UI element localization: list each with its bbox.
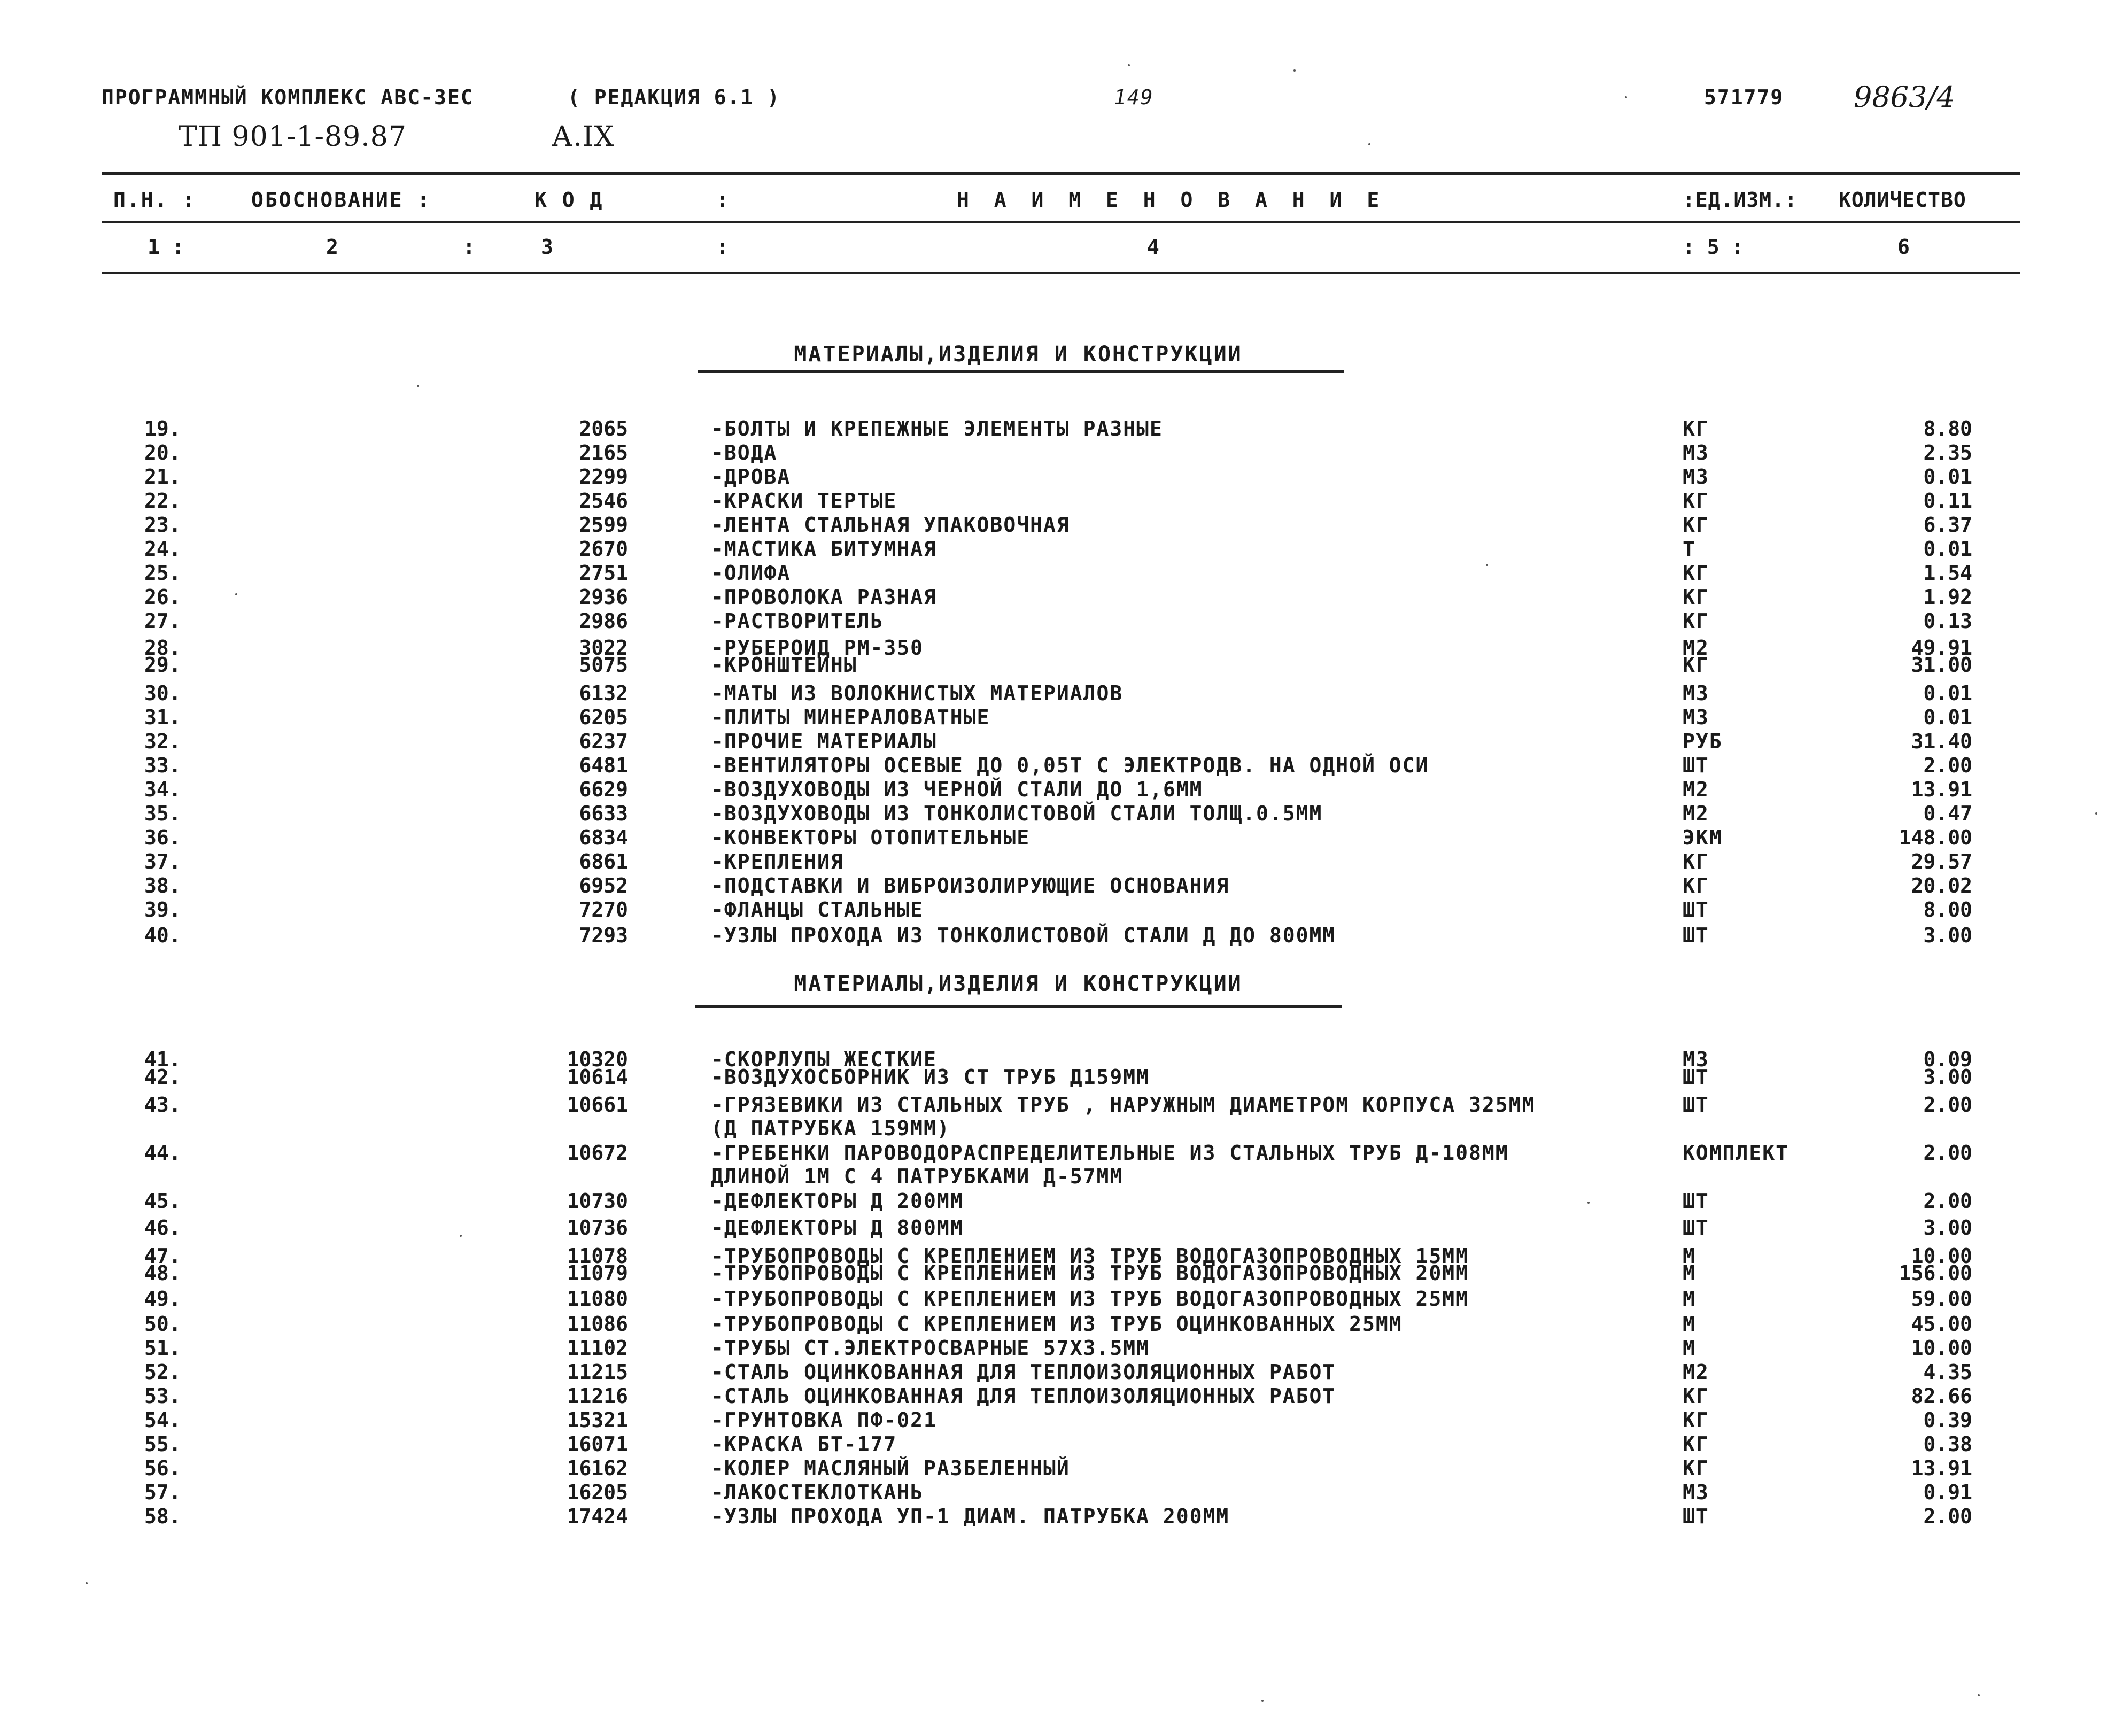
table-row	[0, 1141, 2115, 1166]
row-number: 38.	[144, 874, 181, 897]
row-name: -КРАСКА БТ-177	[711, 1432, 897, 1456]
row-unit: ШТ	[1683, 1093, 1709, 1117]
row-quantity: 2.00	[1923, 1093, 1972, 1117]
row-number: 46.	[144, 1216, 181, 1239]
row-unit: М	[1683, 1261, 1696, 1285]
row-code: 16162	[567, 1456, 628, 1480]
row-unit: М2	[1683, 778, 1709, 801]
col-number-2: 2	[326, 235, 338, 259]
row-unit: ШТ	[1683, 1065, 1709, 1089]
scan-speck	[1128, 64, 1130, 66]
row-unit: ЭКМ	[1683, 826, 1723, 849]
row-quantity: 13.91	[1911, 1456, 1972, 1480]
row-unit: КГ	[1683, 489, 1709, 513]
scan-speck	[1368, 143, 1370, 145]
row-quantity: 156.00	[1899, 1261, 1972, 1285]
row-code: 10614	[567, 1065, 628, 1089]
row-code: 6481	[579, 754, 628, 777]
row-unit: М2	[1683, 802, 1709, 825]
row-name: -МАСТИКА БИТУМНАЯ	[711, 537, 937, 561]
row-name: -ВОДА	[711, 441, 778, 464]
table-row	[0, 561, 2115, 586]
row-code: 5075	[579, 653, 628, 677]
row-quantity: 8.00	[1923, 898, 1972, 921]
row-number: 33.	[144, 754, 181, 777]
scan-speck	[235, 593, 237, 595]
table-row	[0, 537, 2115, 562]
row-number: 45.	[144, 1189, 181, 1213]
row-number: 58.	[144, 1505, 181, 1528]
col-header-unit: :ЕД.ИЗМ.:	[1683, 188, 1798, 212]
row-number: 20.	[144, 441, 181, 464]
row-code: 2065	[579, 417, 628, 440]
row-name: -ТРУБОПРОВОДЫ С КРЕПЛЕНИЕМ ИЗ ТРУБ ОЦИНКОВАННЫХ 25ММ	[711, 1312, 1403, 1336]
table-row	[0, 730, 2115, 754]
row-code: 7270	[579, 898, 628, 921]
row-quantity: 29.57	[1911, 850, 1972, 873]
col-number-5: : 5 :	[1683, 235, 1744, 259]
row-code: 16205	[567, 1481, 628, 1504]
scan-speck	[1625, 96, 1627, 98]
row-name: -ГРЕБЕНКИ ПАРОВОДОРАСПРЕДЕЛИТЕЛЬНЫЕ ИЗ СТАЛЬНЫХ ТРУБ Д-108ММ	[711, 1141, 1509, 1165]
row-unit: М2	[1683, 636, 1709, 660]
row-quantity: 31.40	[1911, 730, 1972, 753]
row-quantity: 2.00	[1923, 1505, 1972, 1528]
row-code: 2546	[579, 489, 628, 513]
row-code: 17424	[567, 1505, 628, 1528]
table-row	[0, 1261, 2115, 1286]
row-number: 44.	[144, 1141, 181, 1165]
row-code: 7293	[579, 924, 628, 947]
row-unit: КГ	[1683, 513, 1709, 537]
table-row	[0, 1360, 2115, 1385]
table-row	[0, 754, 2115, 778]
col-header-qty: КОЛИЧЕСТВО	[1839, 188, 1966, 212]
row-name: -ПОДСТАВКИ И ВИБРОИЗОЛИРУЮЩИЕ ОСНОВАНИЯ	[711, 874, 1230, 897]
row-code: 10672	[567, 1141, 628, 1165]
table-row	[0, 1189, 2115, 1214]
doc-code: 571779	[1704, 86, 1784, 109]
section-underline	[698, 370, 1344, 373]
row-quantity: 3.00	[1923, 1065, 1972, 1089]
col-number-3: 3	[541, 235, 553, 259]
row-unit: М	[1683, 1336, 1696, 1360]
table-row	[0, 1312, 2115, 1337]
row-code: 3022	[579, 636, 628, 660]
row-number: 41.	[144, 1048, 181, 1071]
row-quantity: 0.09	[1923, 1048, 1972, 1071]
row-quantity: 0.39	[1923, 1408, 1972, 1432]
table-row	[0, 585, 2115, 610]
row-name-continuation: (Д ПАТРУБКА 159ММ)	[711, 1117, 950, 1140]
row-unit: М3	[1683, 1048, 1709, 1071]
row-quantity: 2.35	[1923, 441, 1972, 464]
table-row	[0, 924, 2115, 948]
row-code: 11216	[567, 1384, 628, 1408]
table-row	[0, 417, 2115, 441]
row-quantity: 2.00	[1923, 1189, 1972, 1213]
row-number: 32.	[144, 730, 181, 753]
row-name: -СТАЛЬ ОЦИНКОВАННАЯ ДЛЯ ТЕПЛОИЗОЛЯЦИОННЫХ РАБОТ	[711, 1360, 1336, 1384]
row-number: 37.	[144, 850, 181, 873]
row-unit: ШТ	[1683, 898, 1709, 921]
row-quantity: 1.92	[1923, 585, 1972, 609]
row-code: 11080	[567, 1287, 628, 1311]
row-unit: ШТ	[1683, 754, 1709, 777]
row-number: 52.	[144, 1360, 181, 1384]
scan-speck	[2095, 812, 2097, 815]
table-row	[0, 513, 2115, 538]
table-row	[0, 898, 2115, 923]
row-number: 36.	[144, 826, 181, 849]
row-number: 39.	[144, 898, 181, 921]
row-code: 11215	[567, 1360, 628, 1384]
table-row	[0, 874, 2115, 898]
row-quantity: 0.01	[1923, 681, 1972, 705]
row-number: 21.	[144, 465, 181, 489]
row-name: -КОНВЕКТОРЫ ОТОПИТЕЛЬНЫЕ	[711, 826, 1031, 849]
row-number: 40.	[144, 924, 181, 947]
row-name: -ФЛАНЦЫ СТАЛЬНЫЕ	[711, 898, 924, 921]
row-quantity: 0.01	[1923, 537, 1972, 561]
col-header-basis: ОБОСНОВАНИЕ :	[251, 188, 431, 212]
row-quantity: 3.00	[1923, 924, 1972, 947]
row-quantity: 148.00	[1899, 826, 1972, 849]
row-number: 23.	[144, 513, 181, 537]
row-name: -ВОЗДУХОСБОРНИК ИЗ СТ ТРУБ Д159ММ	[711, 1065, 1150, 1089]
table-row	[0, 1408, 2115, 1433]
row-name: -ТРУБОПРОВОДЫ С КРЕПЛЕНИЕМ ИЗ ТРУБ ВОДОГАЗОПРОВОДНЫХ 15ММ	[711, 1244, 1469, 1268]
row-quantity: 31.00	[1911, 653, 1972, 677]
row-code: 6861	[579, 850, 628, 873]
table-row	[0, 1505, 2115, 1529]
row-unit: КГ	[1683, 585, 1709, 609]
row-unit: М2	[1683, 1360, 1709, 1384]
table-row	[0, 1287, 2115, 1312]
row-unit: КГ	[1683, 417, 1709, 440]
row-unit: М	[1683, 1312, 1696, 1336]
row-name: -КРАСКИ ТЕРТЫЕ	[711, 489, 897, 513]
row-name: -ГРУНТОВКА ПФ-021	[711, 1408, 937, 1432]
row-code: 6629	[579, 778, 628, 801]
row-quantity: 4.35	[1923, 1360, 1972, 1384]
scan-speck	[417, 385, 419, 387]
row-unit: М3	[1683, 681, 1709, 705]
row-number: 42.	[144, 1065, 181, 1089]
edition: ( РЕДАКЦИЯ 6.1 )	[568, 86, 781, 109]
row-code: 6237	[579, 730, 628, 753]
row-code: 10730	[567, 1189, 628, 1213]
row-unit: КГ	[1683, 1432, 1709, 1456]
row-name: -ПРОЧИЕ МАТЕРИАЛЫ	[711, 730, 937, 753]
row-quantity: 0.38	[1923, 1432, 1972, 1456]
page-number: 149	[1114, 86, 1154, 109]
row-unit: ШТ	[1683, 924, 1709, 947]
row-number: 56.	[144, 1456, 181, 1480]
table-row	[0, 1384, 2115, 1409]
row-quantity: 8.80	[1923, 417, 1972, 440]
row-quantity: 0.11	[1923, 489, 1972, 513]
row-number: 55.	[144, 1432, 181, 1456]
col-number-1: 1 :	[148, 235, 184, 259]
row-number: 53.	[144, 1384, 181, 1408]
row-name: -КОЛЕР МАСЛЯНЫЙ РАЗБЕЛЕННЫЙ	[711, 1456, 1070, 1480]
table-row	[0, 826, 2115, 850]
row-name: -КРЕПЛЕНИЯ	[711, 850, 844, 873]
row-number: 54.	[144, 1408, 181, 1432]
row-name: -ЛЕНТА СТАЛЬНАЯ УПАКОВОЧНАЯ	[711, 513, 1070, 537]
row-code: 11086	[567, 1312, 628, 1336]
row-number: 25.	[144, 561, 181, 585]
row-code: 2751	[579, 561, 628, 585]
row-number: 27.	[144, 609, 181, 633]
row-name: -УЗЛЫ ПРОХОДА ИЗ ТОНКОЛИСТОВОЙ СТАЛИ Д ДО 800ММ	[711, 924, 1336, 947]
scan-speck	[86, 1582, 88, 1584]
table-row	[0, 441, 2115, 466]
scan-speck	[1978, 1694, 1980, 1696]
table-row	[0, 609, 2115, 634]
row-name: -ГРЯЗЕВИКИ ИЗ СТАЛЬНЫХ ТРУБ , НАРУЖНЫМ ДИАМЕТРОМ КОРПУСА 325ММ	[711, 1093, 1536, 1117]
row-quantity: 13.91	[1911, 778, 1972, 801]
row-name-continuation: ДЛИНОЙ 1М С 4 ПАТРУБКАМИ Д-57ММ	[711, 1165, 1124, 1188]
col-header-sep: :	[716, 188, 730, 212]
row-code: 6834	[579, 826, 628, 849]
row-unit: КГ	[1683, 874, 1709, 897]
row-number: 50.	[144, 1312, 181, 1336]
row-name: -ТРУБЫ СТ.ЭЛЕКТРОСВАРНЫЕ 57Х3.5ММ	[711, 1336, 1150, 1360]
row-name: -СТАЛЬ ОЦИНКОВАННАЯ ДЛЯ ТЕПЛОИЗОЛЯЦИОННЫХ РАБОТ	[711, 1384, 1336, 1408]
project-code: ТП 901-1-89.87	[179, 121, 407, 153]
row-code: 11079	[567, 1261, 628, 1285]
row-name: -СКОРЛУПЫ ЖЕСТКИЕ	[711, 1048, 937, 1071]
row-name: -ТРУБОПРОВОДЫ С КРЕПЛЕНИЕМ ИЗ ТРУБ ВОДОГАЗОПРОВОДНЫХ 20ММ	[711, 1261, 1469, 1285]
section-title: МАТЕРИАЛЫ,ИЗДЕЛИЯ И КОНСТРУКЦИИ	[794, 342, 1243, 367]
row-number: 35.	[144, 802, 181, 825]
row-quantity: 0.01	[1923, 706, 1972, 729]
row-number: 43.	[144, 1093, 181, 1117]
row-unit: КГ	[1683, 1384, 1709, 1408]
section-title: МАТЕРИАЛЫ,ИЗДЕЛИЯ И КОНСТРУКЦИИ	[794, 972, 1243, 996]
scan-speck	[1261, 1700, 1264, 1702]
scan-speck	[1293, 69, 1296, 72]
row-number: 30.	[144, 681, 181, 705]
row-unit: КГ	[1683, 1456, 1709, 1480]
col-header-name: Н А И М Е Н О В А Н И Е	[957, 188, 1386, 212]
row-code: 10320	[567, 1048, 628, 1071]
row-quantity: 3.00	[1923, 1216, 1972, 1239]
row-code: 2986	[579, 609, 628, 633]
row-name: -ДРОВА	[711, 465, 791, 489]
row-quantity: 82.66	[1911, 1384, 1972, 1408]
header-rule-mid	[102, 221, 2020, 223]
row-code: 2165	[579, 441, 628, 464]
row-unit: ШТ	[1683, 1505, 1709, 1528]
row-code: 6205	[579, 706, 628, 729]
row-number: 24.	[144, 537, 181, 561]
handwritten-number: 9863/4	[1854, 80, 1955, 114]
table-row	[0, 1065, 2115, 1090]
header-rule-top	[102, 172, 2020, 175]
row-number: 28.	[144, 636, 181, 660]
col-number-4: 4	[1147, 235, 1159, 259]
row-code: 6633	[579, 802, 628, 825]
row-number: 49.	[144, 1287, 181, 1311]
table-row	[0, 681, 2115, 706]
table-row	[0, 706, 2115, 730]
row-quantity: 1.54	[1923, 561, 1972, 585]
row-quantity: 10.00	[1911, 1244, 1972, 1268]
program-name: ПРОГРАММНЫЙ КОМПЛЕКС АВС-3ЕС	[102, 86, 474, 109]
row-unit: ШТ	[1683, 1189, 1709, 1213]
table-row	[0, 802, 2115, 826]
row-code: 11102	[567, 1336, 628, 1360]
row-number: 34.	[144, 778, 181, 801]
section-underline	[695, 1005, 1342, 1008]
row-unit: РУБ	[1683, 730, 1723, 753]
col-number-4-sep: :	[716, 235, 729, 259]
row-number: 22.	[144, 489, 181, 513]
row-number: 31.	[144, 706, 181, 729]
row-number: 26.	[144, 585, 181, 609]
row-name: -ПЛИТЫ МИНЕРАЛОВАТНЫЕ	[711, 706, 990, 729]
row-name: -ВОЗДУХОВОДЫ ИЗ ЧЕРНОЙ СТАЛИ ДО 1,6ММ	[711, 778, 1203, 801]
col-header-code: К О Д	[534, 188, 604, 212]
row-unit: М3	[1683, 465, 1709, 489]
table-row	[0, 1216, 2115, 1241]
col-number-2-sep: :	[463, 235, 475, 259]
table-row	[0, 1093, 2115, 1118]
row-code: 15321	[567, 1408, 628, 1432]
row-name: -КРОНШТЕЙНЫ	[711, 653, 857, 677]
row-unit: КГ	[1683, 1408, 1709, 1432]
row-unit: М	[1683, 1287, 1696, 1311]
scan-speck	[1587, 1202, 1590, 1204]
row-quantity: 0.47	[1923, 802, 1972, 825]
row-unit: ШТ	[1683, 1216, 1709, 1239]
row-code: 2670	[579, 537, 628, 561]
row-unit: КГ	[1683, 653, 1709, 677]
row-quantity: 10.00	[1911, 1336, 1972, 1360]
row-name: -ОЛИФА	[711, 561, 791, 585]
row-number: 19.	[144, 417, 181, 440]
row-number: 48.	[144, 1261, 181, 1285]
table-row	[0, 1456, 2115, 1481]
row-unit: Т	[1683, 537, 1696, 561]
row-unit: КГ	[1683, 561, 1709, 585]
row-code: 6132	[579, 681, 628, 705]
row-quantity: 45.00	[1911, 1312, 1972, 1336]
row-quantity: 0.91	[1923, 1481, 1972, 1504]
row-code: 16071	[567, 1432, 628, 1456]
table-row	[0, 465, 2115, 490]
row-code: 2936	[579, 585, 628, 609]
row-number: 57.	[144, 1481, 181, 1504]
table-row	[0, 653, 2115, 678]
row-name: -ПРОВОЛОКА РАЗНАЯ	[711, 585, 937, 609]
table-row	[0, 850, 2115, 874]
row-unit: М3	[1683, 1481, 1709, 1504]
row-quantity: 49.91	[1911, 636, 1972, 660]
row-code: 10736	[567, 1216, 628, 1239]
row-name: -ДЕФЛЕКТОРЫ Д 800ММ	[711, 1216, 964, 1239]
row-quantity: 2.00	[1923, 754, 1972, 777]
table-row	[0, 489, 2115, 514]
row-unit: КОМПЛЕКТ	[1683, 1141, 1789, 1165]
row-name: -РАСТВОРИТЕЛЬ	[711, 609, 884, 633]
row-unit: М3	[1683, 441, 1709, 464]
row-code: 6952	[579, 874, 628, 897]
row-name: -ВЕНТИЛЯТОРЫ ОСЕВЫЕ ДО 0,05Т С ЭЛЕКТРОДВ. НА ОДНОЙ ОСИ	[711, 754, 1429, 777]
row-code: 2599	[579, 513, 628, 537]
row-name: -ЛАКОСТЕКЛОТКАНЬ	[711, 1481, 924, 1504]
col-number-6: 6	[1897, 235, 1910, 259]
col-header-num: П.Н. :	[113, 188, 197, 212]
row-unit: КГ	[1683, 609, 1709, 633]
row-unit: КГ	[1683, 850, 1709, 873]
row-name: -УЗЛЫ ПРОХОДА УП-1 ДИАМ. ПАТРУБКА 200ММ	[711, 1505, 1230, 1528]
row-unit: М	[1683, 1244, 1696, 1268]
scan-speck	[460, 1235, 462, 1237]
header-rule-bottom	[102, 272, 2020, 274]
album-code: А.IX	[552, 121, 615, 153]
row-number: 47.	[144, 1244, 181, 1268]
row-number: 29.	[144, 653, 181, 677]
row-number: 51.	[144, 1336, 181, 1360]
row-name: -РУБЕРОИД РМ-350	[711, 636, 924, 660]
row-code: 10661	[567, 1093, 628, 1117]
row-name: -ВОЗДУХОВОДЫ ИЗ ТОНКОЛИСТОВОЙ СТАЛИ ТОЛЩ.0.5ММ	[711, 802, 1323, 825]
row-quantity: 0.01	[1923, 465, 1972, 489]
row-quantity: 0.13	[1923, 609, 1972, 633]
table-row	[0, 1336, 2115, 1361]
table-row	[0, 1432, 2115, 1457]
row-name: -ТРУБОПРОВОДЫ С КРЕПЛЕНИЕМ ИЗ ТРУБ ВОДОГАЗОПРОВОДНЫХ 25ММ	[711, 1287, 1469, 1311]
row-unit: М3	[1683, 706, 1709, 729]
row-name: -ДЕФЛЕКТОРЫ Д 200ММ	[711, 1189, 964, 1213]
table-row	[0, 1481, 2115, 1505]
row-quantity: 6.37	[1923, 513, 1972, 537]
row-quantity: 20.02	[1911, 874, 1972, 897]
scan-speck	[1486, 564, 1488, 566]
row-quantity: 2.00	[1923, 1141, 1972, 1165]
table-row	[0, 778, 2115, 802]
row-name: -БОЛТЫ И КРЕПЕЖНЫЕ ЭЛЕМЕНТЫ РАЗНЫЕ	[711, 417, 1163, 440]
row-quantity: 59.00	[1911, 1287, 1972, 1311]
row-code: 2299	[579, 465, 628, 489]
row-code: 11078	[567, 1244, 628, 1268]
row-name: -МАТЫ ИЗ ВОЛОКНИСТЫХ МАТЕРИАЛОВ	[711, 681, 1124, 705]
